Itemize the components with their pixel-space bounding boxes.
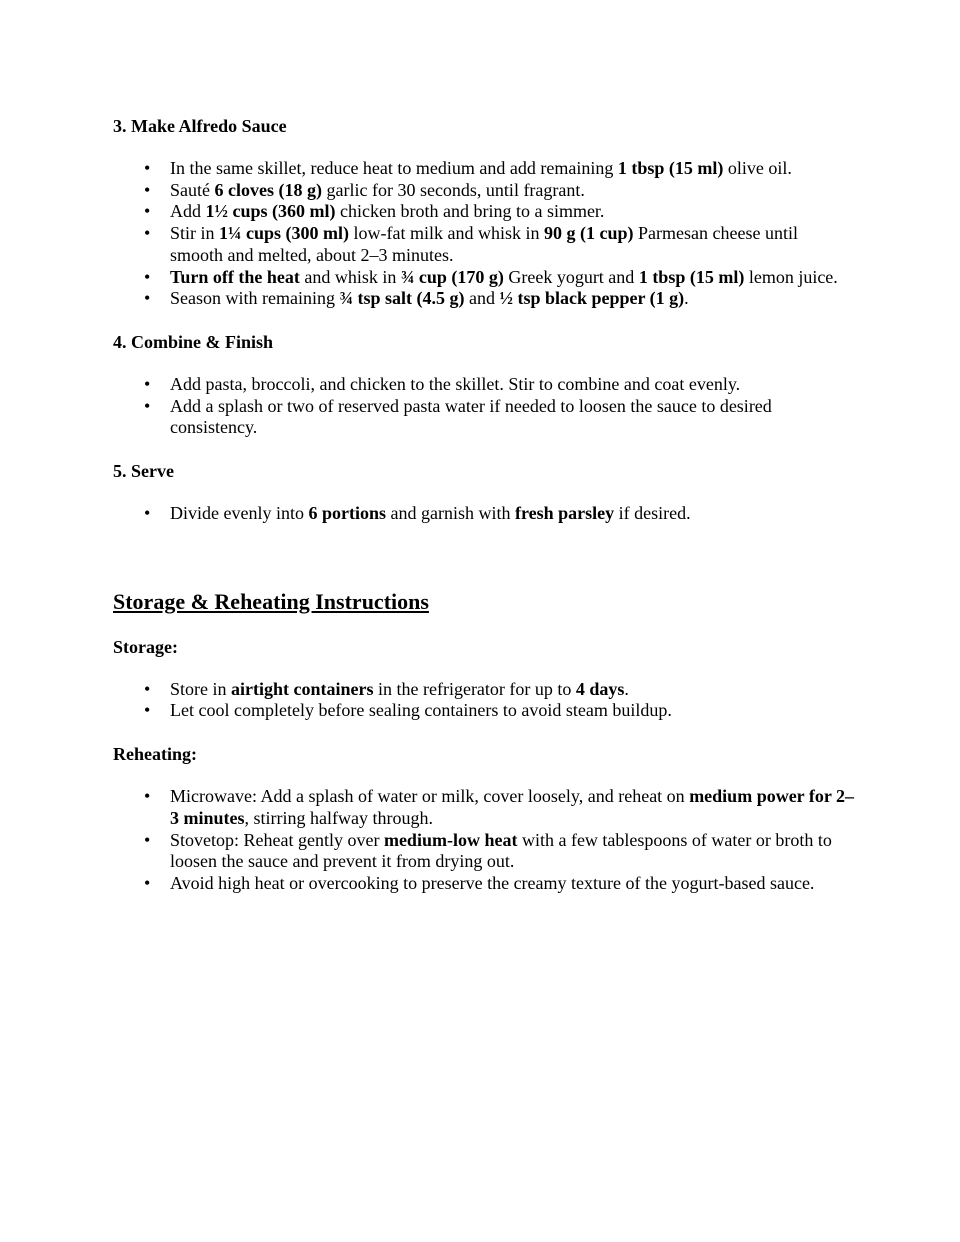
list-item: • Stovetop: Reheat gently over medium-low heat with a few tablespoons of water or broth to loosen the sauce and prevent it from drying out. (170, 830, 855, 873)
bullet-list-combine-finish (113, 374, 855, 439)
list-item: • Sauté 6 cloves (18 g) garlic for 30 seconds, until fragrant. (170, 180, 855, 202)
list-item: • Add 1½ cups (360 ml) chicken broth and bring to a simmer. (170, 201, 855, 223)
section-heading-serve: 5. Serve (113, 461, 174, 482)
list-item: • Microwave: Add a splash of water or milk, cover loosely, and reheat on medium power for 2–3 minutes, stirring halfway through. (170, 786, 855, 829)
storage-subheading: Storage: (113, 636, 178, 657)
bullet-list-reheating (113, 786, 855, 895)
list-item: • Divide evenly into 6 portions and garnish with fresh parsley if desired. (170, 503, 855, 525)
section-combine-finish (113, 331, 855, 439)
reheating-subheading: Reheating: (113, 744, 197, 765)
section-make-alfredo-sauce (113, 115, 855, 310)
list-item: • Turn off the heat and whisk in ¾ cup (170 g) Greek yogurt and 1 tbsp (15 ml) lemon juice. (170, 267, 855, 289)
list-item: • Stir in 1¼ cups (300 ml) low-fat milk and whisk in 90 g (1 cup) Parmesan cheese until smooth and melted, about 2–3 minutes. (170, 223, 855, 266)
list-item: • Add a splash or two of reserved pasta water if needed to loosen the sauce to desired consistency. (170, 396, 855, 439)
bullet-list-serve (113, 503, 855, 525)
bullet-list-make-alfredo-sauce (113, 158, 855, 310)
list-item: • Season with remaining ¾ tsp salt (4.5 g) and ½ tsp black pepper (1 g). (170, 288, 855, 310)
section-heading-make-alfredo-sauce: 3. Make Alfredo Sauce (113, 116, 287, 136)
section-storage-reheating (113, 589, 855, 895)
list-item: • Store in airtight containers in the refrigerator for up to 4 days. (170, 679, 855, 701)
storage-reheating-title: Storage & Reheating Instructions (113, 588, 429, 614)
list-item: • Let cool completely before sealing containers to avoid steam buildup. (170, 700, 855, 722)
list-item: • In the same skillet, reduce heat to medium and add remaining 1 tbsp (15 ml) olive oil. (170, 158, 855, 180)
list-item: • Add pasta, broccoli, and chicken to the skillet. Stir to combine and coat evenly. (170, 374, 855, 396)
list-item: • Avoid high heat or overcooking to preserve the creamy texture of the yogurt-based sauce. (170, 873, 855, 895)
bullet-list-storage (113, 679, 855, 722)
section-serve (113, 460, 855, 525)
section-heading-combine-finish: 4. Combine & Finish (113, 331, 274, 352)
